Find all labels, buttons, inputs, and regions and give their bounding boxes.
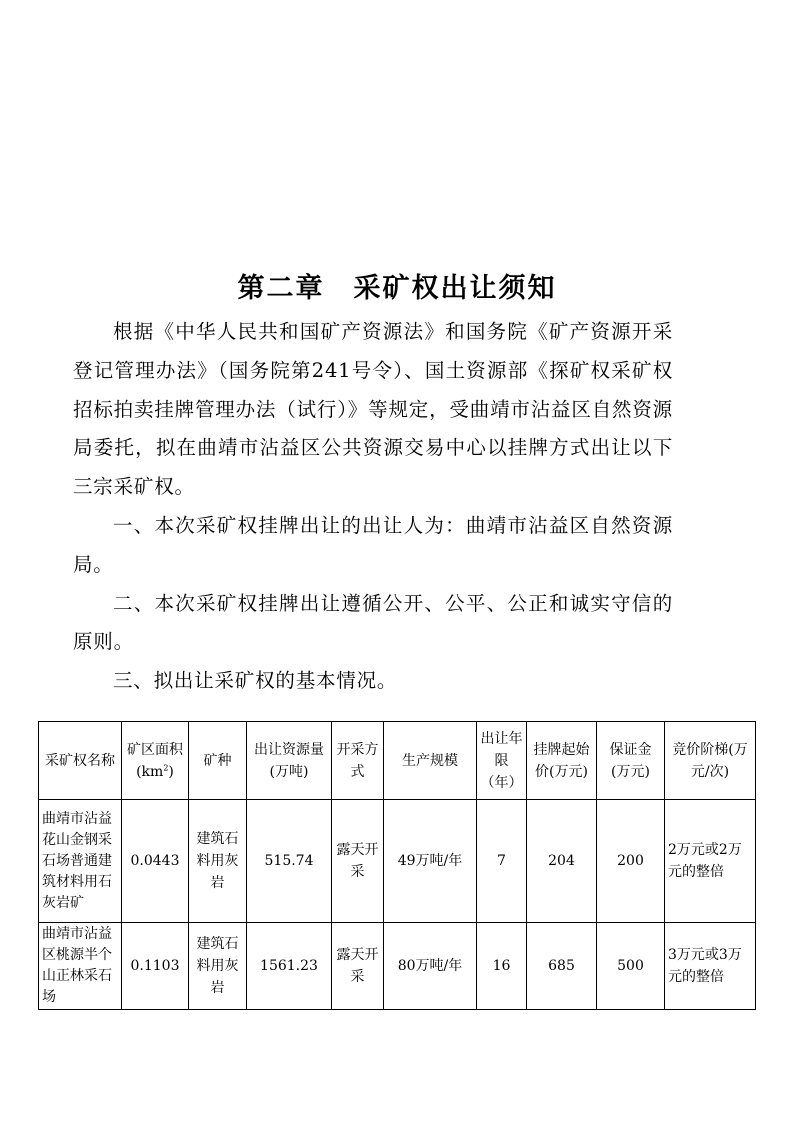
header-increment: 竞价阶梯(万元/次) (665, 722, 756, 800)
header-area: 矿区面积$(km^2)$ (122, 722, 189, 800)
cell-mineral: 建筑石料用灰岩 (189, 923, 247, 1010)
table-row (39, 800, 756, 923)
header-years: 出让年限（年） (477, 722, 527, 800)
cell-name: 曲靖市沾益区桃源半个山正林采石场 (39, 923, 122, 1010)
header-deposit: 保证金(万元) (597, 722, 665, 800)
cell-deposit: 200 (597, 800, 665, 923)
cell-scale: 80万吨/年 (384, 923, 477, 1010)
cell-increment: 2万元或2万元的整倍 (665, 800, 756, 923)
header-scale: 生产规模 (384, 722, 477, 800)
header-reserve: 出让资源量(万吨) (247, 722, 332, 800)
paragraph-intro: 根据《中华人民共和国矿产资源法》和国务院《矿产资源开采登记管理办法》（国务院第241号令）、国土资源部《探矿权采矿权招标拍卖挂牌管理办法（试行）》等规定，受曲靖市沾益区自然资源局委托，拟在曲靖市沾益区公共资源交易中心以挂牌方式出让以下三宗采矿权。 (73, 320, 673, 499)
header-mineral: 矿种 (189, 722, 247, 800)
cell-name: 曲靖市沾益花山金钢采石场普通建筑材料用石灰岩矿 (39, 800, 122, 923)
cell-area: 0.0443 (122, 800, 189, 923)
cell-mineral: 建筑石料用灰岩 (189, 800, 247, 923)
cell-increment: 3万元或3万元的整倍 (665, 923, 756, 1010)
header-name: 采矿权名称 (39, 722, 122, 800)
chapter-title: 第二章 采矿权出让须知 (237, 273, 557, 304)
body-text (73, 313, 673, 701)
cell-years: 7 (477, 800, 527, 923)
cell-scale: 49万吨/年 (384, 800, 477, 923)
cell-deposit: 500 (597, 923, 665, 1010)
cell-method: 露天开采 (332, 923, 384, 1010)
area-superscript: 2 (163, 762, 169, 772)
cell-method: 露天开采 (332, 800, 384, 923)
header-method: 开采方式 (332, 722, 384, 800)
paragraph-basic-info: 三、拟出让采矿权的基本情况。 (113, 669, 398, 693)
cell-reserve: 515.74 (247, 800, 332, 923)
cell-start-price: 685 (527, 923, 597, 1010)
cell-reserve: 1561.23 (247, 923, 332, 1010)
table-row (39, 923, 756, 1010)
paragraph-principles: 二、本次采矿权挂牌出让遵循公开、公平、公正和诚实守信的原则。 (73, 591, 673, 654)
cell-start-price: 204 (527, 800, 597, 923)
paragraph-transferor: 一、本次采矿权挂牌出让的出让人为：曲靖市沾益区自然资源局。 (73, 513, 673, 576)
header-start-price: 挂牌起始价(万元) (527, 722, 597, 800)
mining-rights-table (38, 721, 756, 1010)
table-header-row (39, 722, 756, 800)
cell-area: 0.1103 (122, 923, 189, 1010)
cell-years: 16 (477, 923, 527, 1010)
